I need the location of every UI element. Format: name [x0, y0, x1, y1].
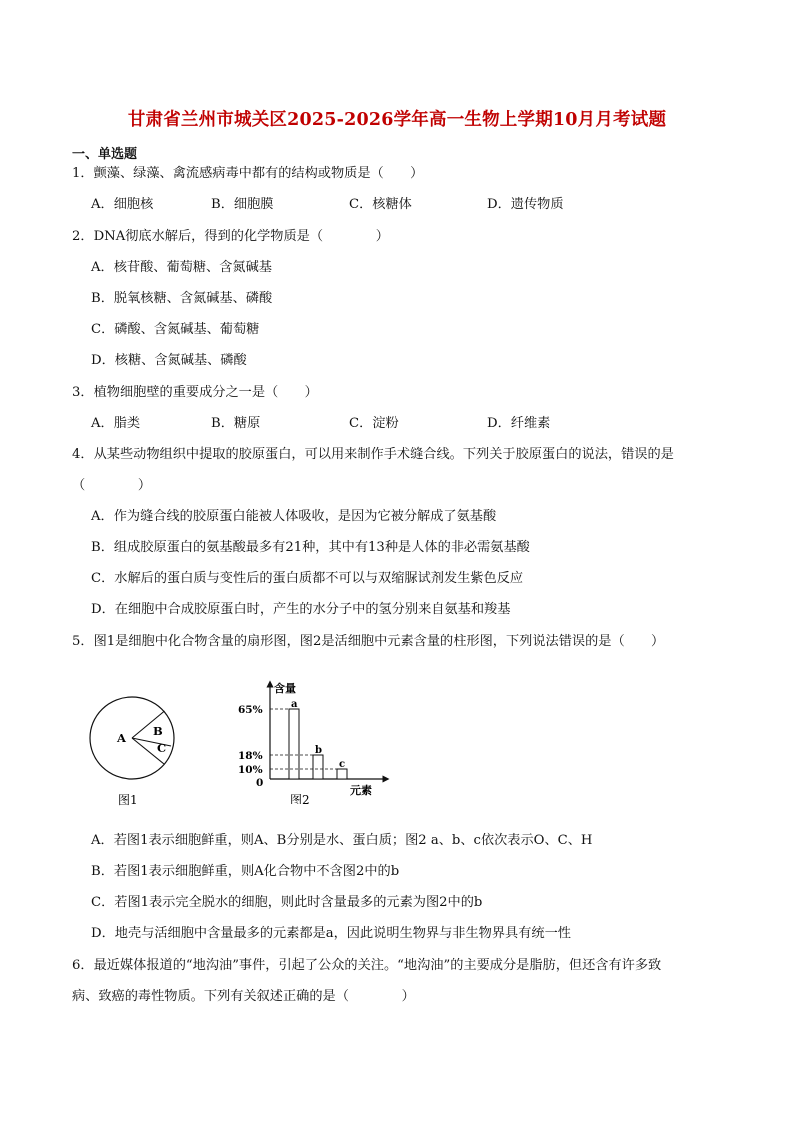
bar-label-b: b: [315, 745, 322, 756]
q5-option-b: B．若图1表示细胞鲜重，则A化合物中不含图2中的b: [91, 864, 400, 879]
q4-option-d: D．在细胞中合成胶原蛋白时，产生的水分子中的氢分别来自氨基和羧基: [91, 602, 511, 617]
y-tick-label-b: 18%: [238, 750, 263, 762]
q2-option-a: A．核苷酸、葡萄糖、含氮碱基: [91, 260, 272, 275]
q3-option-d: D．纤维素: [487, 416, 551, 431]
bar-b: [313, 755, 323, 779]
question-4-stem-line1: 4．从某些动物组织中提取的胶原蛋白，可以用来制作手术缝合线。下列关于胶原蛋白的说法，错误的是: [72, 447, 674, 462]
q3-option-a: A．脂类: [91, 416, 141, 431]
question-1-stem: 1．颤藻、绿藻、禽流感病毒中都有的结构或物质是（ ）: [72, 166, 424, 181]
question-6-stem-line2: 病、致癌的毒性物质。下列有关叙述正确的是（ ）: [72, 989, 415, 1004]
y-tick-label-a: 65%: [238, 704, 263, 716]
question-4-stem-line2: （ ）: [72, 478, 152, 493]
q3-option-b: B．糖原: [211, 416, 261, 431]
bar-c: [337, 769, 347, 779]
q2-option-c: C．磷酸、含氮碱基、葡萄糖: [91, 322, 260, 337]
question-3-stem: 3．植物细胞壁的重要成分之一是（ ）: [72, 385, 318, 400]
bar-a: [289, 709, 299, 779]
q4-option-c: C．水解后的蛋白质与变性后的蛋白质都不可以与双缩脲试剂发生紫色反应: [91, 571, 524, 586]
q1-option-d: D．遗传物质: [487, 197, 564, 212]
figure-1-pie: [80, 692, 190, 812]
q3-option-c: C．淀粉: [349, 416, 399, 431]
figure-2-bar-chart: [234, 678, 394, 804]
bar-label-c: c: [339, 759, 346, 770]
origin-label: 0: [256, 777, 264, 789]
pie-label-a: A: [117, 731, 126, 745]
q1-option-a: A．细胞核: [91, 197, 154, 212]
figure-1-caption: 图1: [118, 793, 138, 807]
q1-option-c: C．核糖体: [349, 197, 412, 212]
section-heading: 一、单选题: [72, 147, 138, 162]
q5-option-d: D．地壳与活细胞中含量最多的元素都是a，因此说明生物界与非生物界具有统一性: [91, 926, 571, 941]
pie-label-b: B: [153, 724, 163, 738]
q5-option-a: A．若图1表示细胞鲜重，则A、B分别是水、蛋白质；图2 a、b、c依次表示O、C、H: [91, 833, 593, 848]
bar-label-a: a: [291, 699, 298, 710]
q4-option-a: A．作为缝合线的胶原蛋白能被人体吸收，是因为它被分解成了氨基酸: [91, 509, 497, 524]
pie-label-c: C: [157, 741, 167, 755]
y-tick-label-c: 10%: [238, 764, 263, 776]
x-axis-label: 元素: [350, 784, 372, 797]
q2-option-b: B．脱氧核糖、含氮碱基、磷酸: [91, 291, 273, 306]
y-axis-label: 含量: [274, 682, 296, 695]
page-title: 甘肃省兰州市城关区2025-2026学年高一生物上学期10月月考试题: [127, 110, 667, 130]
q1-option-b: B．细胞膜: [211, 197, 274, 212]
question-2-stem: 2．DNA彻底水解后，得到的化学物质是（ ）: [72, 229, 389, 244]
q4-option-b: B．组成胶原蛋白的氨基酸最多有21种，其中有13种是人体的非必需氨基酸: [91, 540, 530, 555]
q2-option-d: D．核糖、含氮碱基、磷酸: [91, 353, 247, 368]
question-5-stem: 5．图1是细胞中化合物含量的扇形图，图2是活细胞中元素含量的柱形图，下列说法错误的是（ ）: [72, 634, 665, 649]
question-6-stem-line1: 6．最近媒体报道的“地沟油”事件，引起了公众的关注。“地沟油”的主要成分是脂肪，但还含有许多致: [72, 958, 662, 973]
q5-option-c: C．若图1表示完全脱水的细胞，则此时含量最多的元素为图2中的b: [91, 895, 483, 910]
figure-2-caption: 图2: [290, 793, 310, 804]
